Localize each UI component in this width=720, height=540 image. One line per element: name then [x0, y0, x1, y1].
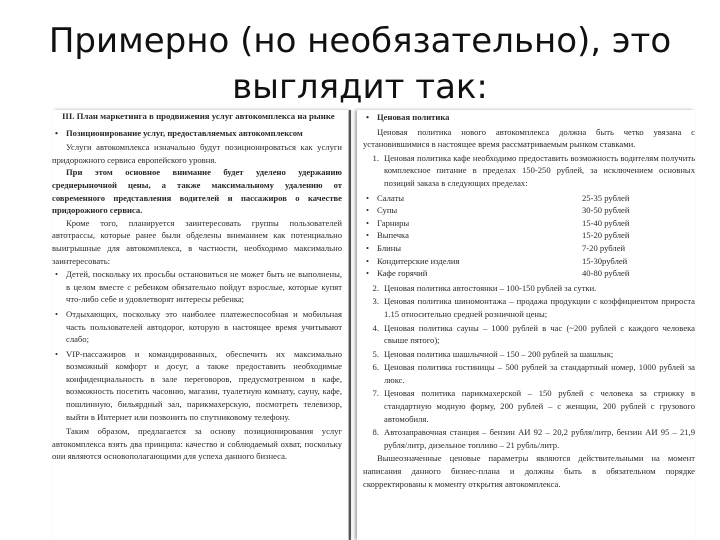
price-name: • Кондитерские изделия [377, 255, 460, 266]
price-value: 15-20 рублей [582, 230, 630, 241]
price-name: • Салаты [377, 192, 405, 203]
list-item: • Детей, поскольку их просьбы остановиться не может быть не выполнены, в целом вместе с ребенком обязательно пойдут взрослые, которые купят что-либо себе и удовлетворят интересы ребенка; [52, 268, 342, 306]
document-page-left [52, 110, 348, 540]
section-heading: III. План маркетинга в продвижения услуг автокомплекса на рынке [62, 111, 335, 121]
price-row [363, 242, 695, 255]
list-item: • VIP-пассажиров и командированных, обеспечить их максимально возможный комфорт и досуг, а также предоставить необходимые конфиденциальность в зале переговоров, предусмотренном в кафе, возможность посетить часовню, магазин, туалетную комнату, сауну, кафе, пошлинную, бильярдный зал, парикмахерскую, посмотреть телевизор, выйти в Интернет или позвонить по спутниковому телефону. [52, 348, 342, 424]
document-page-right [357, 110, 695, 540]
subheading: • Позиционирование услуг, предоставляемых автокомплексом [52, 127, 342, 140]
list-item: 8. Автозаправочная станция – бензин АИ 92 – 20,2 рубля/литр, бензин АИ 95 – 21,9 рубля/литр, дизельное топливо – 21 рубль/литр. [372, 427, 695, 450]
price-row [363, 229, 695, 242]
audience-bullet-list [52, 268, 342, 423]
paragraph-2: При этом основное внимание будет уделено удержанию среднерыночной цены, а также максимальному удалению от современного представления водителей и пассажиров о качестве придорожного сервиса. [52, 167, 342, 216]
price-value: 30-50 рублей [582, 205, 630, 216]
list-item-text: Ценовая политика парикмахерской – 150 рублей с человека за стрижку в стандартную модную форму, 200 рублей – с женщин, 200 рублей с грузового автомобиля. [384, 388, 695, 424]
list-item-text: Ценовая политика сауны – 1000 рублей в час (~200 рублей с каждого человека свыше пятого); [384, 322, 695, 346]
list-item-text: Ценовая политика автостоянки – 100-150 рублей за сутки. [384, 282, 597, 293]
price-value: 40-80 рублей [582, 268, 630, 279]
paragraph-3: Кроме того, планируется заинтересовать группы пользователей автотрассы, которые ранее были обделены вниманием как потенциально выигрышные для автокомплекса, в частности, необходимо максимально заинтересовать: [52, 217, 342, 266]
list-item: 3. Ценовая политика шиномонтажа – продажа продукции с коэффициентом прироста 1.15 относительно средней розничной цены; [372, 296, 695, 319]
price-value: 15-30рублей [582, 255, 628, 266]
slide-title [0, 18, 720, 110]
list-item-text: Ценовая политика гостиницы – 500 рублей за стандартный номер, 1000 рублей за люкс. [384, 362, 695, 385]
price-value: 15-40 рублей [582, 217, 630, 228]
policy-numbered-list [363, 282, 695, 452]
price-row [363, 267, 695, 280]
list-item: 2. Ценовая политика автостоянки – 100-150 рублей за сутки. [363, 282, 695, 295]
paragraph-1: Услуги автокомплекса изначально будут позиционироваться как услуги придорожного сервиса европейского уровня. [52, 142, 342, 165]
price-name: • Кафе горячий [377, 268, 428, 279]
subheading-list [52, 127, 342, 140]
slide-title-line-1: Примерно (но необязательно), это [48, 21, 672, 61]
price-list [363, 192, 695, 280]
list-item-text: Ценовая политика шиномонтажа – продажа продукции с коэффициентом прироста 1.15 относительно средней розничной цены; [384, 296, 695, 319]
price-row [363, 204, 695, 217]
section-heading: • Ценовая политика [363, 111, 695, 124]
list-item: 7. Ценовая политика парикмахерской – 150 рублей с человека за стрижку в стандартную модную форму, 200 рублей – с женщин, 200 рублей с грузового автомобиля. [372, 388, 695, 424]
list-item-text: Ценовая политика шашлычной – 150 – 200 рублей за шашлык; [384, 348, 614, 359]
list-item: 4. Ценовая политика сауны – 1000 рублей в час (~200 рублей с каждого человека свыше пятого); [372, 322, 695, 346]
price-name: • Блины [377, 242, 402, 253]
intro-paragraph: Ценовая политика нового автокомплекса должна быть четко увязана с установившимися в настоящее время рассматриваемым рынком ставками. [363, 126, 695, 150]
list-item: 6. Ценовая политика гостиницы – 500 рублей за стандартный номер, 1000 рублей за люкс. [372, 362, 695, 385]
outro-paragraph: Вышеозначенные ценовые параметры являются действительными на момент написания данного бизнес-плана и должны быть в обязательном порядке скорректированы к моменту открытия автокомплекса. [363, 453, 695, 489]
price-heading-list [363, 111, 695, 124]
list-item-text: Ценовая политика кафе необходимо предоставить возможность водителям получить комплексное питание в пределах 150-250 рублей, за исключением основных позиций заказа в следующих пределах: [384, 152, 695, 188]
price-name: • Гарниры [377, 217, 410, 228]
price-name: • Выпечка [377, 230, 409, 241]
list-item: • Отдыхающих, поскольку это наиболее платежеспособная и мобильная часть пользователей автодорог, которую в настоящее время учитывают слабо; [52, 308, 342, 346]
price-value: 25-35 рублей [582, 192, 630, 203]
price-row [363, 217, 695, 230]
cafe-policy-item [363, 152, 695, 190]
list-item: 1. Ценовая политика кафе необходимо предоставить возможность водителям получить комплексное питание в пределах 150-250 рублей, за исключением основных позиций заказа в следующих пределах: [372, 152, 695, 188]
price-name: • Супы [377, 205, 398, 216]
price-row [363, 255, 695, 268]
page-divider [349, 110, 351, 540]
price-value: 7-20 рублей [582, 242, 626, 253]
price-row [363, 192, 695, 205]
slide-title-line-2: выглядит так: [232, 67, 488, 107]
list-item-text: Автозаправочная станция – бензин АИ 92 – 20,2 рубля/литр, бензин АИ 95 – 21,9 рубля/литр, дизельное топливо – 21 рубль/литр. [384, 427, 695, 450]
list-item: 5. Ценовая политика шашлычной – 150 – 200 рублей за шашлык; [363, 348, 695, 361]
paragraph-4: Таким образом, предлагается за основу позиционирования услуг автокомплекса взять два принципа: качество и соблюдаемый охват, поскольку они являются основополагающими для успеха данного бизнеса. [52, 426, 342, 462]
